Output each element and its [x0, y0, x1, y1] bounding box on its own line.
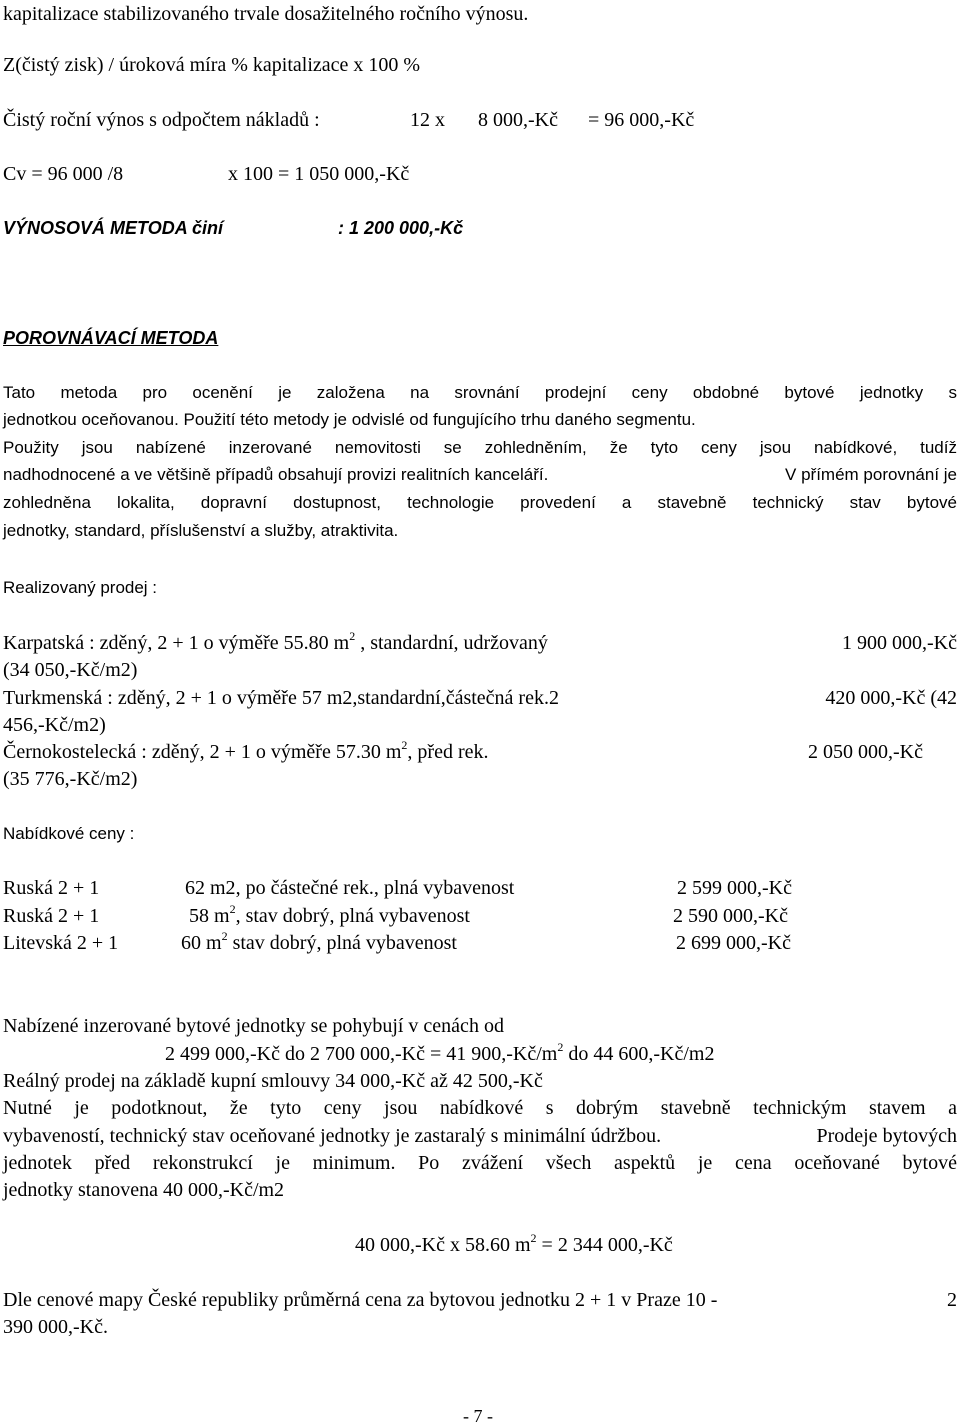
net-yield-value: 8 000,-Kč: [478, 109, 558, 131]
offer-price: 2 590 000,-Kč: [673, 905, 788, 927]
net-yield-result: = 96 000,-Kč: [588, 109, 695, 131]
range-line: Nabízené inzerované bytové jednotky se pohybují v cenách od: [3, 1015, 504, 1037]
price-map-line-tail: 2: [947, 1289, 957, 1311]
offer-price: 2 599 000,-Kč: [677, 877, 792, 899]
offer-street: Ruská 2 + 1: [3, 877, 100, 899]
paragraph-line: zohledněna lokalita, dopravní dostupnost, technologie provedení a stavebně technický stav bytové: [3, 493, 957, 512]
price-map-line-cont: 390 000,-Kč.: [3, 1316, 108, 1338]
sale-item-unit-price: (35 776,-Kč/m2): [3, 768, 138, 790]
paragraph-line: Nutné je podotknout, že tyto ceny jsou nabídkové s dobrým stavebně technickým stavem a: [3, 1097, 957, 1119]
sale-item-price: 420 000,-Kč (42: [825, 687, 957, 709]
intro-line: kapitalizace stabilizovaného trvale dosažitelného ročního výnosu.: [3, 3, 529, 25]
paragraph-line: Použity jsou nabízené inzerované nemovitosti se zohledněním, že tyto ceny jsou nabídkové, tudíž: [3, 438, 957, 457]
sale-item-description: Černokostelecká : zděný, 2 + 1 o výměře 57.30 $m^2$, před rek.: [3, 738, 489, 763]
cv-formula-right: x 100 = 1 050 000,-Kč: [228, 163, 410, 185]
paragraph-line: nadhodnocené a ve většině případů obsahují provizi realitních kanceláří.: [3, 465, 549, 484]
page-number: - 7 -: [463, 1406, 493, 1426]
cv-formula-left: Cv = 96 000 /8: [3, 163, 124, 185]
paragraph-line: jednotek před rekonstrukcí je minimum. Po zvážení všech aspektů je cena oceňované bytové: [3, 1152, 957, 1174]
final-calculation: 40 000,-Kč x 58.60 $m^2 = 2$ 344 000,-Kč: [355, 1231, 673, 1256]
offer-prices-heading: Nabídkové ceny :: [3, 824, 135, 843]
offer-street: Ruská 2 + 1: [3, 905, 100, 927]
capitalization-formula: Z(čistý zisk) / úroková míra % kapitalizace x 100 %: [3, 54, 421, 76]
paragraph-line-tail: Prodeje bytových: [816, 1125, 957, 1147]
paragraph-line: vybaveností, technický stav oceňované jednotky je zastaralý s minimální údržbou.: [3, 1125, 662, 1147]
net-yield-label: Čistý roční výnos s odpočtem nákladů :: [3, 109, 320, 131]
offer-description: 62 m2, po částečné rek., plná vybavenost: [185, 877, 515, 899]
sale-item-unit-price: 456,-Kč/m2): [3, 714, 106, 736]
income-method-label: VÝNOSOVÁ METODA činí: [3, 218, 224, 238]
sale-item-description: Turkmenská : zděný, 2 + 1 o výměře 57 m2,standardní,částečná rek.2: [3, 687, 559, 709]
offer-description: 60 $m^2$ stav dobrý, plná vybavenost: [181, 929, 457, 954]
sale-item-unit-price: (34 050,-Kč/m2): [3, 659, 138, 681]
price-map-line: Dle cenové mapy České republiky průměrná cena za bytovou jednotku 2 + 1 v Praze 10 -: [3, 1289, 718, 1311]
paragraph-line: jednotky, standard, příslušenství a služby, atraktivita.: [3, 521, 399, 540]
net-yield-multiplier: 12 x: [410, 109, 445, 131]
offer-street: Litevská 2 + 1: [3, 932, 119, 954]
paragraph-line: jednotky stanovena 40 000,-Kč/m2: [3, 1179, 285, 1201]
realized-sale-heading: Realizovaný prodej :: [3, 578, 158, 597]
paragraph-line: jednotkou oceňovanou. Použití této metody je odvislé od fungujícího trhu daného segmentu.: [3, 410, 696, 429]
paragraph-line: Tato metoda pro ocenění je založena na srovnání prodejní ceny obdobné bytové jednotky s: [3, 383, 957, 402]
range-values: 2 499 000,-Kč do 2 700 000,-Kč = 41 $900,-Kč/m^2$ do 44 600,-Kč/m2: [165, 1040, 715, 1065]
offer-price: 2 699 000,-Kč: [676, 932, 791, 954]
sale-item-price: 2 050 000,-Kč: [808, 741, 923, 763]
comparative-method-heading: POROVNÁVACÍ METODA: [3, 328, 219, 348]
offer-description: 58 $m^2$, stav dobrý, plná vybavenost: [189, 902, 470, 927]
income-method-value: : 1 200 000,-Kč: [338, 218, 464, 238]
sale-item-description: Karpatská : zděný, 2 + 1 o výměře 55.80 $m^2$ , standardní, udržovaný: [3, 629, 548, 654]
sale-item-price: 1 900 000,-Kč: [842, 632, 957, 654]
paragraph-line-tail: V přímém porovnání je: [785, 465, 957, 484]
real-sale-line: Reálný prodej na základě kupní smlouvy 34 000,-Kč až 42 500,-Kč: [3, 1070, 543, 1092]
